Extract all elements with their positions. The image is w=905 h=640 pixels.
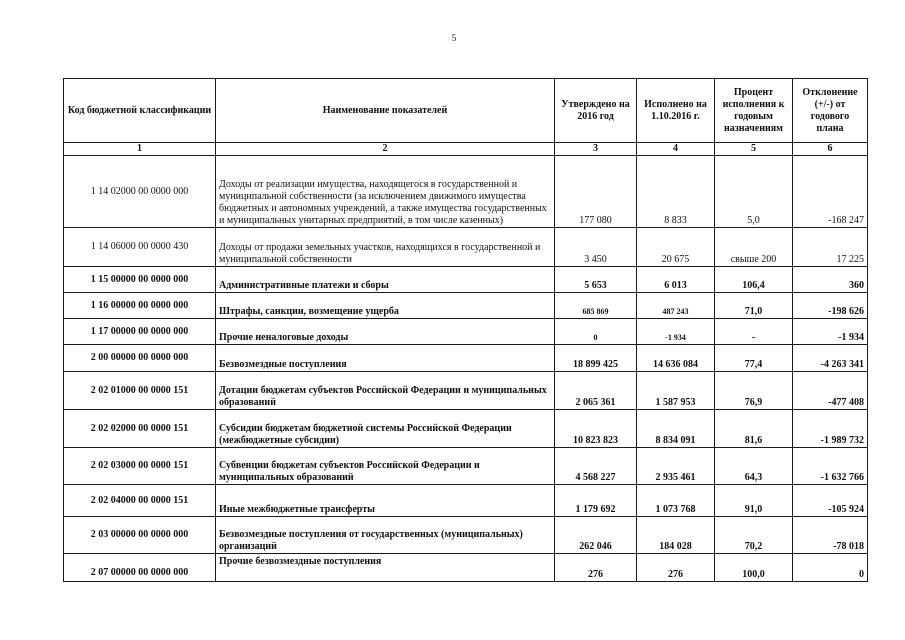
table-row [64,448,868,485]
table-row [64,554,868,582]
row-approved: 18 899 425 [555,345,637,372]
column-number-row [64,143,868,156]
header-approved: Утверждено на 2016 год [555,79,637,143]
row-code: 2 03 00000 00 0000 000 [64,517,216,554]
row-executed: 184 028 [637,517,715,554]
row-approved: 10 823 823 [555,410,637,448]
row-name: Субсидии бюджетам бюджетной системы Российской Федерации (межбюджетные субсидии) [216,410,555,448]
row-deviation: 360 [793,267,868,293]
header-name: Наименование показателей [216,79,555,143]
row-name: Доходы от продажи земельных участков, находящихся в государственной и муниципальной собственности [216,228,555,267]
row-deviation: -168 247 [793,156,868,228]
page-number: 5 [451,33,457,43]
row-percent: 81,6 [715,410,793,448]
table-row [64,410,868,448]
row-percent: свыше 200 [715,228,793,267]
row-code: 2 02 01000 00 0000 151 [64,372,216,410]
row-percent: 70,2 [715,517,793,554]
row-executed: 8 834 091 [637,410,715,448]
row-name: Субвенции бюджетам субъектов Российской Федерации и муниципальных образований [216,448,555,485]
row-name: Прочие неналоговые доходы [216,319,555,345]
row-deviation: 0 [793,554,868,582]
row-code: 1 16 00000 00 0000 000 [64,293,216,319]
row-code: 2 07 00000 00 0000 000 [64,554,216,582]
row-deviation: 17 225 [793,228,868,267]
column-number: 6 [793,143,868,156]
row-approved: 3 450 [555,228,637,267]
header-percent: Процент исполнения к годовым назначениям [715,79,793,143]
row-name: Дотации бюджетам субъектов Российской Федерации и муниципальных образований [216,372,555,410]
row-code: 2 02 04000 00 0000 151 [64,485,216,517]
budget-execution-table [63,78,868,582]
row-code: 1 14 06000 00 0000 430 [64,228,216,267]
table-row [64,156,868,228]
table-row [64,293,868,319]
row-percent: 91,0 [715,485,793,517]
row-executed: 6 013 [637,267,715,293]
row-percent: 64,3 [715,448,793,485]
row-deviation: -198 626 [793,293,868,319]
row-executed: 1 073 768 [637,485,715,517]
row-approved: 5 653 [555,267,637,293]
row-code: 1 14 02000 00 0000 000 [64,156,216,228]
row-code: 2 02 02000 00 0000 151 [64,410,216,448]
row-approved: 1 179 692 [555,485,637,517]
row-percent: 100,0 [715,554,793,582]
row-code: 1 15 00000 00 0000 000 [64,267,216,293]
row-percent: 71,0 [715,293,793,319]
row-approved: 262 046 [555,517,637,554]
row-approved: 177 080 [555,156,637,228]
row-executed: 14 636 084 [637,345,715,372]
row-code: 2 00 00000 00 0000 000 [64,345,216,372]
row-name: Доходы от реализации имущества, находящегося в государственной и муниципальной собственности (за исключением движимого имущества бюджетных и автономных учреждений, а также имущества государственных и муниципальных унитарных предприятий, в том числе казенных) [216,156,555,228]
header-deviation: Отклонение (+/-) от годового плана [793,79,868,143]
row-deviation: -1 632 766 [793,448,868,485]
row-code: 1 17 00000 00 0000 000 [64,319,216,345]
row-percent: - [715,319,793,345]
row-executed: 276 [637,554,715,582]
row-name: Административные платежи и сборы [216,267,555,293]
table-row [64,319,868,345]
column-number: 3 [555,143,637,156]
row-approved: 2 065 361 [555,372,637,410]
header-row [64,79,868,143]
column-number: 5 [715,143,793,156]
row-name: Безвозмездные поступления от государственных (муниципальных) организаций [216,517,555,554]
row-deviation: -78 018 [793,517,868,554]
row-percent: 77,4 [715,345,793,372]
column-number: 2 [216,143,555,156]
row-deviation: -477 408 [793,372,868,410]
row-deviation: -1 934 [793,319,868,345]
row-percent: 5,0 [715,156,793,228]
row-approved: 0 [555,319,637,345]
row-approved: 685 869 [555,293,637,319]
table-row [64,372,868,410]
row-executed: 487 243 [637,293,715,319]
row-deviation: -4 263 341 [793,345,868,372]
table-row [64,485,868,517]
table-row [64,517,868,554]
row-code: 2 02 03000 00 0000 151 [64,448,216,485]
row-name: Иные межбюджетные трансферты [216,485,555,517]
row-approved: 276 [555,554,637,582]
row-name: Безвозмездные поступления [216,345,555,372]
row-deviation: -105 924 [793,485,868,517]
table-row [64,267,868,293]
row-executed: 20 675 [637,228,715,267]
header-executed: Исполнено на 1.10.2016 г. [637,79,715,143]
table-row [64,228,868,267]
row-executed: -1 934 [637,319,715,345]
row-name: Прочие безвозмездные поступления [216,554,555,582]
table-row [64,345,868,372]
column-number: 4 [637,143,715,156]
row-approved: 4 568 227 [555,448,637,485]
row-percent: 106,4 [715,267,793,293]
row-executed: 2 935 461 [637,448,715,485]
row-percent: 76,9 [715,372,793,410]
row-deviation: -1 989 732 [793,410,868,448]
row-name: Штрафы, санкции, возмещение ущерба [216,293,555,319]
column-number: 1 [64,143,216,156]
header-code: Код бюджетной классификации [64,79,216,143]
row-executed: 1 587 953 [637,372,715,410]
row-executed: 8 833 [637,156,715,228]
